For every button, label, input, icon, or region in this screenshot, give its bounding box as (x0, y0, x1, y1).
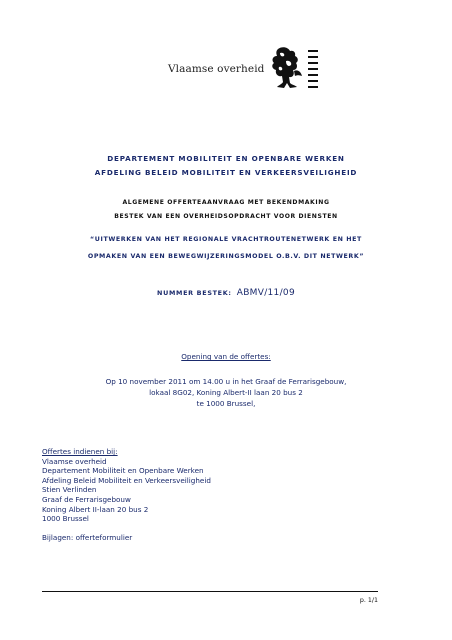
project-title (0, 231, 452, 265)
address-line: Stien Verlinden (42, 485, 97, 495)
department-heading (0, 152, 452, 180)
vlaamse-overheid-logo (168, 44, 318, 94)
opening-line: lokaal 8G02, Koning Albert-II laan 20 bus 2 (149, 388, 303, 397)
opening-title: Opening van de offertes: (181, 352, 271, 361)
project-line-1: “UITWERKEN VAN HET REGIONALE VRACHTROUTENETWERK EN HET (90, 236, 362, 243)
call-line-2: BESTEK VAN EEN OVERHEIDSOPDRACHT VOOR DIENSTEN (114, 213, 338, 220)
bestek-label: NUMMER BESTEK: (157, 289, 232, 297)
page-number: p. 1/1 (359, 597, 378, 604)
department-line-1: DEPARTEMENT MOBILITEIT EN OPENBARE WERKEN (107, 154, 345, 163)
project-line-2: OPMAKEN VAN EEN BEWEGWIJZERINGSMODEL O.B.V. DIT NETWERK” (87, 253, 365, 260)
opening-line: te 1000 Brussel, (196, 399, 256, 408)
logo-text: Vlaamse overheid (168, 63, 265, 75)
opening-section (0, 350, 452, 409)
opening-line: Op 10 november 2011 om 14.00 u in het Graaf de Ferrarisgebouw, (105, 377, 347, 386)
attachments-line: Bijlagen: offerteformulier (42, 533, 133, 542)
logo-bars (308, 48, 318, 90)
bestek-number (0, 280, 452, 299)
department-line-2: AFDELING BELEID MOBILITEIT EN VERKEERSVEILIGHEID (94, 168, 358, 177)
submission-address (42, 447, 402, 524)
address-line: Departement Mobiliteit en Openbare Werken (42, 466, 204, 476)
tender-call-heading (0, 196, 452, 224)
address-line: Afdeling Beleid Mobiliteit en Verkeersveiligheid (42, 475, 211, 485)
call-line-1: ALGEMENE OFFERTEAANVRAAG MET BEKENDMAKING (122, 199, 330, 206)
address-line: Graaf de Ferrarisgebouw (42, 494, 131, 504)
submission-heading: Offertes indienen bij: (42, 447, 118, 456)
footer-divider (42, 591, 378, 592)
address-line: Vlaamse overheid (42, 456, 107, 466)
flemish-lion-icon (268, 45, 304, 93)
address-line: 1000 Brussel (42, 514, 89, 524)
address-line: Koning Albert II-laan 20 bus 2 (42, 504, 149, 514)
bestek-value: ABMV/11/09 (236, 288, 295, 298)
